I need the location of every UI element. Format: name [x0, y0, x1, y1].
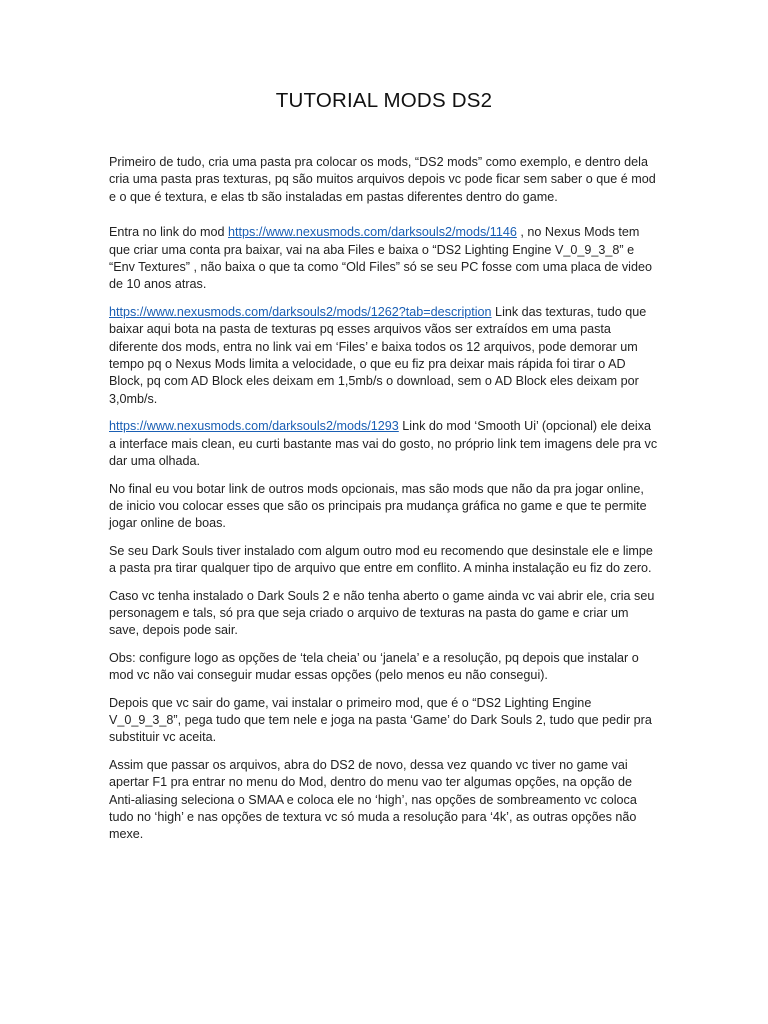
paragraph-mod-menu: Assim que passar os arquivos, abra do DS2 de novo, dessa vez quando vc tiver no game vai apertar F1 pra entrar no menu do Mod, dentro do menu vao ter algumas opções, na opção de Anti-aliasing seleciona o SMAA e coloca ele no ‘high’, nas opções de sombreamento vc coloca tudo no ‘high’ e nas opções de textura vc só muda a resolução para ‘4k’, as outras opções não mexe. [109, 757, 637, 842]
paragraph-lighting-mod [109, 224, 659, 294]
paragraph-text: , no Nexus Mods tem que criar uma conta pra baixar, vai na aba Files e baixa o “DS2 Lighting Engine V_0_9_3_8” e “Env Textures” , não baixa o que ta como “Old Files” só se seu PC fosse com uma placa de video de 10 anos atras. [109, 225, 652, 292]
lighting-engine-link[interactable]: https://www.nexusmods.com/darksouls2/mods/1146 [228, 225, 517, 240]
document-title: TUTORIAL MODS DS2 [275, 89, 493, 112]
paragraph-intro: Primeiro de tudo, cria uma pasta pra colocar os mods, “DS2 mods” como exemplo, e dentro dela cria uma pasta pras texturas, pq são muitos arquivos depois vc pode ficar sem saber o que é mod e o que é textura, e elas tb são instaladas em pastas diferentes dentro do game. [109, 155, 656, 204]
paragraph-textures [109, 304, 659, 408]
paragraph-text: Link do mod ‘Smooth Ui’ (opcional) ele deixa a interface mais clean, eu curti bastante mas vai do gosto, no próprio link tem imagens dele pra vc dar uma olhada. [109, 419, 658, 469]
paragraph-first-launch: Caso vc tenha instalado o Dark Souls 2 e não tenha aberto o game ainda vc vai abrir ele, cria seu personagem e tals, só pra que seja criado o arquivo de texturas na pasta do game e criar um save, depois pode sair. [109, 588, 655, 638]
paragraph-text: Entra no link do mod [109, 225, 229, 240]
paragraph-smooth-ui [109, 418, 659, 470]
paragraph-note: Obs: configure logo as opções de ‘tela cheia’ ou ‘janela’ e a resolução, pq depois que instalar o mod vc não vai conseguir mudar essas opções (pelo menos eu não consegui). [109, 650, 639, 683]
textures-link[interactable]: https://www.nexusmods.com/darksouls2/mods/1262?tab=description [109, 304, 492, 319]
document-body [109, 154, 659, 854]
paragraph-text: Link das texturas, tudo que baixar aqui bota na pasta de texturas pq esses arquivos vãos ser extraídos em uma pasta diferente dos mods, entra no link vai em ‘Files’ e baixa todos os 12 arquivos, pode demorar um tempo pq o Nexus Mods limita a velocidade, o que eu fiz pra deixar mais rápida foi tirar o AD Block, pq com AD Block eles deixam em 1,5mb/s o download, sem o AD Block eles deixam por 3,0mb/s. [109, 304, 647, 406]
smooth-ui-link[interactable]: https://www.nexusmods.com/darksouls2/mods/1293 [109, 419, 399, 434]
paragraph-optional-mods: No final eu vou botar link de outros mods opcionais, mas são mods que não da pra jogar online, de inicio vou colocar esses que são os principais pra mudança gráfica no game e que te permite jogar online de boas. [109, 481, 647, 531]
paragraph-install-mod: Depois que vc sair do game, vai instalar o primeiro mod, que é o “DS2 Lighting Engine V_0_9_3_8”, pega tudo que tem nele e joga na pasta ‘Game’ do Dark Souls 2, tudo que pedir pra substituir vc aceita. [109, 695, 652, 745]
paragraph-clean-install: Se seu Dark Souls tiver instalado com algum outro mod eu recomendo que desinstale ele e limpe a pasta pra tirar qualquer tipo de arquivo que entre em conflito. A minha instalação eu fiz do zero. [109, 543, 653, 576]
